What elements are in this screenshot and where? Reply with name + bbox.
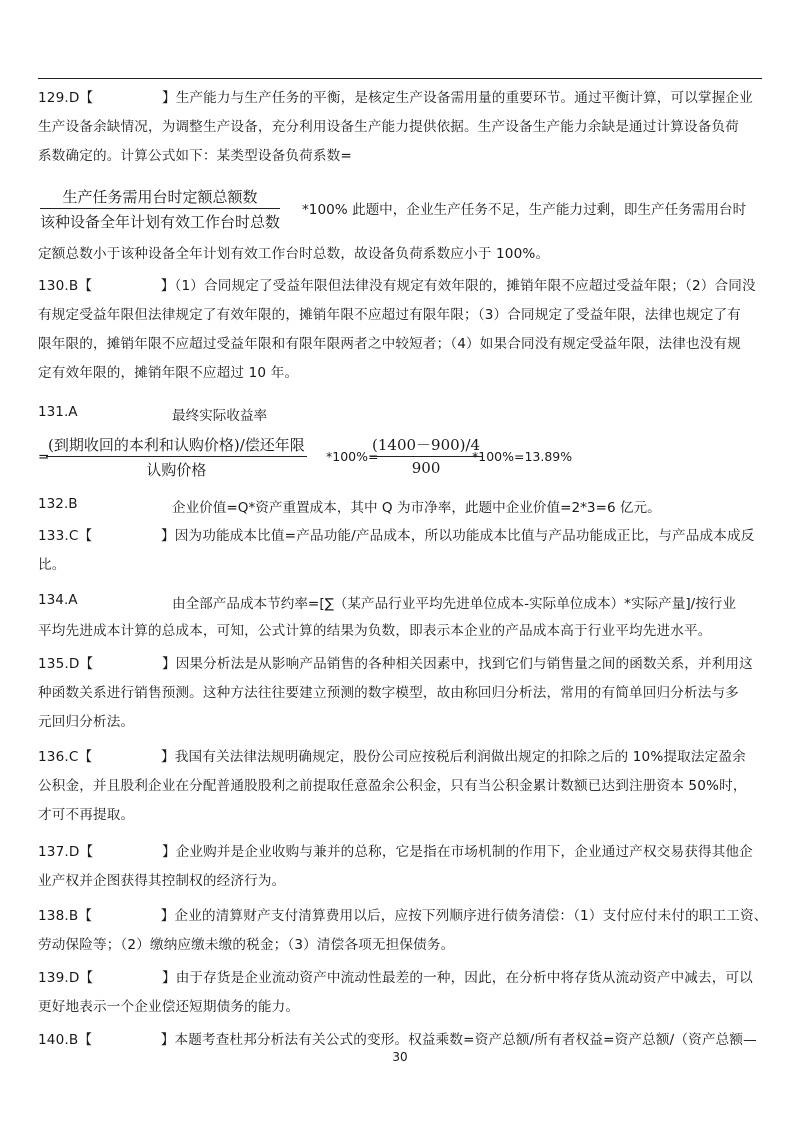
text-line: 133.C【 】因为功能成本比值=产品功能/产品成本，所以功能成本比值与产品功能成正比，与产品成本成反 (38, 528, 755, 544)
answer-135 (38, 650, 764, 737)
text-after-fraction: *100% 此题中，企业生产任务不足，生产能力过剩，即生产任务需用台时 (302, 202, 747, 218)
header-rule (38, 78, 762, 79)
answer-131-label: 131.A (38, 404, 78, 420)
text-line: 138.B【 】企业的清算财产支付清算费用以后，应按下列顺序进行债务清偿：（1）支付应付未付的职工工资、 (38, 908, 768, 924)
result-text: *100%=13.89% (472, 449, 573, 464)
text-line: 生产设备余缺情况，为调整生产设备，充分利用设备生产能力提供依据。生产设备生产能力余缺是通过计算设备负荷 (38, 119, 739, 135)
text-line: 135.D【 】因果分析法是从影响产品销售的各种相关因素中，找到它们与销售量之间的函数关系，并利用这 (38, 656, 753, 672)
text-line: 种函数关系进行销售预测。这种方法往往要建立预测的数字模型，故由称回归分析法，常用的有简单回归分析法与多 (38, 685, 739, 701)
text-line: 定有效年限的，摊销年限不应超过 10 年。 (38, 365, 299, 381)
answer-136 (38, 743, 764, 830)
yield-fraction-1 (46, 434, 307, 480)
text-line: 136.C【 】我国有关法律法规明确规定，股份公司应按税后利润做出规定的扣除之后的 10%提取法定盈余 (38, 749, 746, 765)
text-line: 公积金，并且股利企业在分配普通股股利之前提取任意盈余公积金，只有当公积金累计数额已达到注册资本 50%时， (38, 778, 747, 794)
answer-132-label: 132.B (38, 496, 78, 512)
answer-139 (38, 964, 764, 1022)
text-line: 定额总数小于该种设备全年计划有效工作台时总数，故设备负荷系数应小于 100%。 (38, 246, 550, 262)
fraction-denominator: 该种设备全年计划有效工作台时总数 (40, 213, 281, 231)
text-line: 有规定受益年限但法律规定了有效年限的，摊销年限不应超过有限年限；（3）合同规定了受益年限，法律也规定了有 (38, 307, 741, 323)
page-number: 30 (392, 1050, 408, 1064)
text-line: 130.B【 】（1）合同规定了受益年限但法律没有规定有效年限的，摊销年限不应超过受益年限；（2）合同没 (38, 278, 756, 294)
answer-132-text: 企业价值=Q*资产重置成本，其中 Q 为市净率，此题中企业价值=2*3=6 亿元。 (172, 500, 661, 516)
text-line: 139.D【 】由于存货是企业流动资产中流动性最差的一种，因此，在分析中将存货从流动资产中减去，可以 (38, 970, 753, 986)
answer-134-line1: 由全部产品成本节约率=[∑（某产品行业平均先进单位成本-实际单位成本）*实际产量]/按行业 (172, 596, 736, 612)
fraction-numerator: (到期收回的本利和认购价格)/偿还年限 (46, 434, 307, 457)
answer-134-cont (38, 617, 764, 646)
answer-137 (38, 838, 764, 896)
text-line: 才可不再提取。 (38, 807, 135, 823)
answer-134-label: 134.A (38, 592, 78, 608)
answer-130 (38, 272, 764, 388)
text-line: 140.B【 】本题考查杜邦分析法有关公式的变形。权益乘数=资产总额/所有者权益=资产总额/（资产总额— (38, 1032, 757, 1048)
fraction-denominator: 认购价格 (146, 461, 207, 479)
text-line: 129.D【 】生产能力与生产任务的平衡，是核定生产设备需用量的重要环节。通过平衡计算，可以掌握企业 (38, 90, 753, 106)
text-line: 平均先进成本计算的总成本，可知，公式计算的结果为负数，即表示本企业的产品成本高于行业平均先进水平。 (38, 623, 712, 639)
answer-129-cont (38, 240, 764, 269)
answer-129 (38, 84, 764, 171)
text-line: 比。 (38, 557, 66, 573)
text-line: 137.D【 】企业购并是企业收购与兼并的总称，它是指在市场机制的作用下，企业通过产权交易获得其他企 (38, 844, 753, 860)
text-line: 劳动保险等；（2）缴纳应缴未缴的税金；（3）清偿各项无担保债务。 (38, 937, 455, 953)
answer-138 (38, 902, 768, 960)
yield-fraction-2 (370, 434, 482, 477)
fraction-numerator: 生产任务需用台时定额总额数 (40, 186, 280, 209)
text-line: 系数确定的。计算公式如下：某类型设备负荷系数= (38, 148, 352, 164)
answer-131-title: 最终实际收益率 (172, 408, 268, 424)
fraction-denominator: 900 (411, 459, 441, 477)
text-line: 业产权并企图获得其控制权的经济行为。 (38, 873, 286, 889)
multiplier-text: *100%= (326, 449, 379, 464)
fraction-numerator: (1400－900)/4 (370, 434, 482, 457)
text-line: 限年限的，摊销年限不应超过受益年限和有限年限两者之中较短者；（4）如果合同没有规定受益年限，法律也没有规 (38, 336, 741, 352)
text-line: 元回归分析法。 (38, 714, 135, 730)
text-line: 更好地表示一个企业偿还短期债务的能力。 (38, 999, 300, 1015)
equals-sign: = (38, 449, 50, 465)
answer-133 (38, 522, 764, 580)
load-coefficient-fraction (40, 186, 280, 232)
